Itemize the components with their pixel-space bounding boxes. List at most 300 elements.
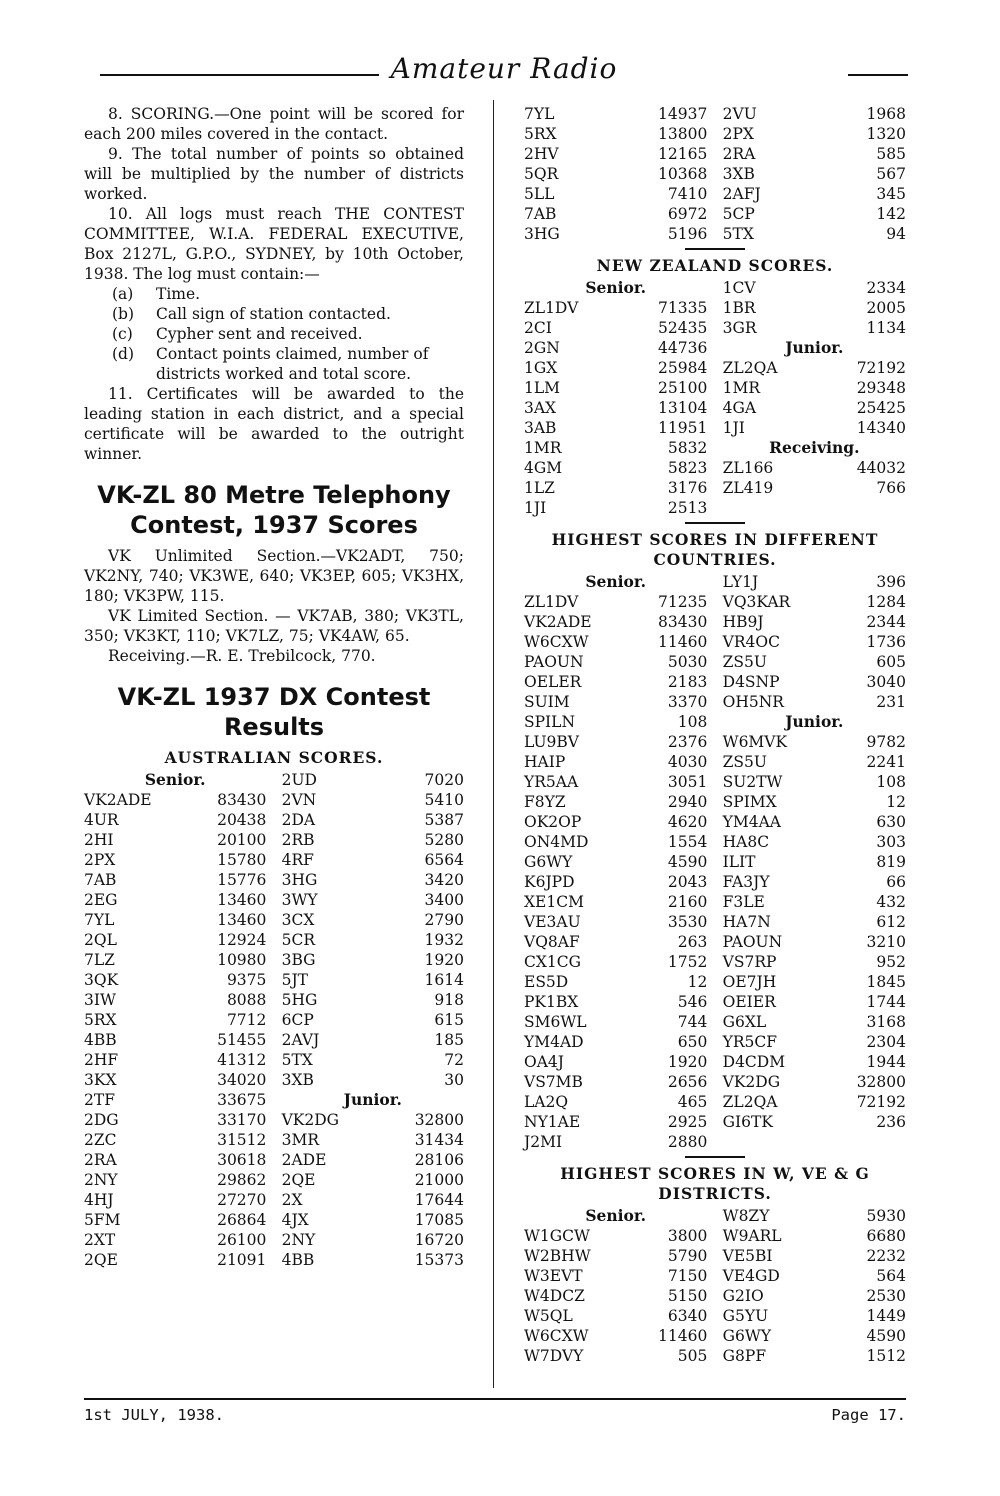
score-row [84,1010,266,1030]
call-sign: D4SNP [722,673,780,691]
call-sign: VS7RP [722,953,777,971]
score-row [282,850,464,870]
short-rule [685,1156,745,1158]
call-sign: GI6TK [722,1113,773,1131]
call-sign: 2X [281,1191,303,1209]
score-value: 11460 [658,1327,708,1345]
score-row [84,790,266,810]
score-row [524,652,707,672]
call-sign: HB9J [722,613,764,631]
call-sign: J2MI [524,1133,563,1151]
call-sign: 4GA [722,399,757,417]
telephony-heading: VK-ZL 80 Metre Telephony Contest, 1937 Scores [97,481,451,539]
score-row [524,104,707,124]
score-value: 3400 [424,891,464,909]
call-sign: 3BG [281,951,316,969]
score-value: 20438 [217,811,267,829]
score-value: 108 [677,713,708,731]
score-value: 13800 [658,125,708,143]
score-row [524,498,707,518]
rule-text: SCORING.—One point will be scored for each 200 miles covered in the contact. [84,105,464,143]
score-row [524,204,707,224]
score-row [524,792,707,812]
score-row [723,1112,906,1132]
log-item-text: Cypher sent and received. [156,325,363,343]
score-row [282,1070,464,1090]
score-value: 3051 [667,773,708,791]
call-sign: 1LM [524,379,561,397]
call-sign: W8ZY [722,1207,770,1225]
score-row [282,1130,464,1150]
score-row [282,790,464,810]
score-row [524,992,707,1012]
call-sign: G6WY [722,1327,772,1345]
score-value: 1752 [667,953,708,971]
score-value: 72 [444,1051,464,1069]
score-row [723,1012,906,1032]
call-sign: 7AB [524,205,557,223]
call-sign: 5LL [524,185,555,203]
score-value: 8088 [226,991,267,1009]
score-value: 27270 [217,1191,267,1209]
rule-11: 11. Certificates will be awarded to the leading station in each district, and a special certificate will be awarded to the outright winner. [84,385,464,463]
score-row [282,810,464,830]
call-sign: LA2Q [524,1093,569,1111]
score-row [524,932,707,952]
score-value: 17644 [414,1191,464,1209]
score-row [723,318,906,338]
score-row [524,478,707,498]
call-sign: 4JX [281,1211,309,1229]
score-row [723,104,906,124]
score-row [723,932,906,952]
score-value: 41312 [217,1051,267,1069]
score-value: 231 [876,693,906,711]
score-value: 2530 [866,1287,906,1305]
score-value: 2880 [667,1133,708,1151]
score-row [282,1030,464,1050]
score-row [282,1230,464,1250]
score-value: 108 [876,773,906,791]
score-row [282,1250,464,1270]
call-sign: ZL1DV [524,299,579,317]
score-value: 2334 [866,279,906,297]
call-sign: K6JPD [524,873,575,891]
score-row [723,592,906,612]
score-row [84,1230,266,1250]
masthead-title: Amateur Radio [100,52,908,85]
call-sign: YR5AA [524,773,579,791]
score-row [723,278,906,298]
footer-rule [84,1398,906,1400]
score-value: 4620 [667,813,708,831]
score-row [282,1190,464,1210]
call-sign: VQ8AF [524,933,580,951]
score-row [723,224,906,244]
call-sign: 5CP [722,205,755,223]
call-sign: 2ZC [84,1131,117,1149]
score-value: 5410 [424,791,464,809]
call-sign: 1MR [722,379,761,397]
rule-text: All logs must reach THE CONTEST COMMITTEE, W.I.A. FEDERAL EXECUTIVE, Box 2127L, G.P.O., SYDNEY, by 10th October, 1938. The log must contain:— [84,205,464,283]
districts-table [524,1206,906,1366]
nz-table [524,278,906,518]
log-item [84,324,464,344]
call-sign: OEIER [722,993,776,1011]
call-sign: PAOUN [722,933,783,951]
rule-number: 10. [108,205,133,223]
score-row [282,970,464,990]
score-row [524,1092,707,1112]
score-value: 263 [677,933,708,951]
score-row [524,1286,707,1306]
score-value: 2241 [866,753,906,771]
score-value: 14340 [856,419,906,437]
score-value: 918 [434,991,464,1009]
score-value: 605 [876,653,906,671]
call-sign: 3XB [722,165,755,183]
page-number: Page 17. [831,1406,906,1424]
score-value: 1134 [866,319,906,337]
score-value: 33675 [217,1091,267,1109]
call-sign: 1JI [722,419,745,437]
call-sign: 1CV [722,279,756,297]
score-row [524,338,707,358]
score-row [723,144,906,164]
score-value: 6680 [866,1227,906,1245]
score-row [524,592,707,612]
score-value: 546 [677,993,708,1011]
log-item-key: (c) [112,325,133,343]
score-row [524,1226,707,1246]
call-sign: 4GM [524,459,563,477]
call-sign: 2UD [281,771,317,789]
score-row [84,1090,266,1110]
score-row [723,1032,906,1052]
score-value: 11460 [658,633,708,651]
call-sign: 5JT [281,971,309,989]
score-row [723,298,906,318]
call-sign: 2VU [722,105,757,123]
call-sign: ZL2QA [722,1093,778,1111]
call-sign: YM4AA [722,813,781,831]
call-sign: F8YZ [524,793,566,811]
short-rule [685,522,745,524]
score-value: 31434 [414,1131,464,1149]
score-row [84,1210,266,1230]
score-row [723,892,906,912]
score-value: 15776 [217,871,267,889]
call-sign: 1MR [524,439,562,457]
call-sign: ZL419 [722,479,774,497]
call-sign: ZL2QA [722,359,778,377]
score-value: 10980 [217,951,267,969]
score-value: 5823 [667,459,708,477]
call-sign: VK2ADE [84,791,152,809]
score-value: 1845 [866,973,906,991]
right-column [524,104,906,1366]
score-row [524,1246,707,1266]
call-sign: 4RF [281,851,314,869]
call-sign: 7LZ [84,951,115,969]
nz-receiving-label: Receiving. [769,438,860,457]
score-value: 14937 [658,105,708,123]
call-sign: G8PF [722,1347,767,1365]
call-sign: 2NY [281,1231,316,1249]
call-sign: 5RX [524,125,557,143]
call-sign: 2HF [84,1051,119,1069]
call-sign: 2ADE [281,1151,327,1169]
call-sign: 3QK [84,971,119,989]
call-sign: 5HG [281,991,318,1009]
score-value: 952 [876,953,906,971]
score-row [723,358,906,378]
score-value: 615 [434,1011,464,1029]
score-value: 1320 [866,125,906,143]
call-sign: 2AVJ [281,1031,320,1049]
score-row [524,318,707,338]
call-sign: 3CX [281,911,315,929]
score-row [723,1286,906,1306]
score-row [524,732,707,752]
score-value: 9375 [226,971,267,989]
call-sign: 6CP [281,1011,314,1029]
tel-limited: VK Limited Section. — VK7AB, 380; VK3TL, 350; VK3KT, 110; VK7LZ, 75; VK4AW, 65. [84,607,464,645]
call-sign: G6WY [524,853,573,871]
call-sign: SUIM [524,693,570,711]
score-value: 32800 [856,1073,906,1091]
call-sign: ILIT [722,853,756,871]
score-value: 30618 [217,1151,267,1169]
score-value: 72192 [856,1093,906,1111]
call-sign: ON4MD [524,833,589,851]
score-value: 15780 [217,851,267,869]
score-value: 505 [677,1347,708,1365]
score-row [524,772,707,792]
score-value: 32800 [414,1111,464,1129]
score-row [84,1130,266,1150]
score-row [282,1010,464,1030]
score-row [723,1226,906,1246]
score-value: 7020 [424,771,464,789]
score-row [524,398,707,418]
call-sign: YR5CF [722,1033,778,1051]
call-sign: 3GR [722,319,757,337]
score-row [723,124,906,144]
score-value: 345 [876,185,906,203]
score-row [524,952,707,972]
score-value: 9782 [866,733,906,751]
score-value: 44736 [658,339,708,357]
score-value: 83430 [217,791,267,809]
call-sign: SPILN [524,713,576,731]
score-row [524,1346,707,1366]
rule-paragraph [84,144,464,204]
score-value: 10368 [658,165,708,183]
score-value: 2304 [866,1033,906,1051]
call-sign: VK2DG [281,1111,340,1129]
call-sign: 2CI [524,319,552,337]
score-row [84,850,266,870]
score-row [723,164,906,184]
call-sign: 2QL [84,931,117,949]
call-sign: 1BR [722,299,756,317]
score-value: 2376 [667,733,708,751]
call-sign: HAIP [524,753,566,771]
score-value: 21000 [414,1171,464,1189]
score-value: 2656 [667,1073,708,1091]
score-row [282,830,464,850]
score-row [524,612,707,632]
call-sign: VK2DG [722,1073,781,1091]
score-row [84,1070,266,1090]
score-row [84,950,266,970]
aus-continued-table [524,104,906,244]
score-value: 72192 [856,359,906,377]
score-value: 564 [876,1267,906,1285]
ct-junior-label: Junior. [785,712,844,731]
score-row [524,632,707,652]
score-row [723,572,906,592]
score-value: 1932 [424,931,464,949]
score-value: 94 [886,225,906,243]
score-row [282,930,464,950]
score-row [723,184,906,204]
score-value: 33170 [217,1111,267,1129]
score-row [524,892,707,912]
call-sign: VQ3KAR [722,593,791,611]
score-value: 12 [687,973,708,991]
score-value: 3040 [866,673,906,691]
score-value: 7712 [226,1011,267,1029]
call-sign: 7YL [84,911,115,929]
score-row [723,792,906,812]
tel-receiving: Receiving.—R. E. Trebilcock, 770. [108,647,376,665]
score-row [84,990,266,1010]
score-row [524,458,707,478]
score-value: 5832 [667,439,708,457]
score-row [723,732,906,752]
score-row [723,652,906,672]
call-sign: W3EVT [524,1267,583,1285]
score-row [723,378,906,398]
score-row [524,1012,707,1032]
call-sign: 4BB [84,1031,117,1049]
score-row [282,1170,464,1190]
score-row [524,144,707,164]
score-row [524,852,707,872]
rule-text: The total number of points so obtained will be multiplied by the number of districts worked. [84,145,464,203]
call-sign: 3XB [281,1071,314,1089]
call-sign: 1GX [524,359,558,377]
score-value: 2232 [866,1247,906,1265]
score-value: 1944 [866,1053,906,1071]
score-row [282,1050,464,1070]
call-sign: 2PX [722,125,754,143]
score-row [84,1250,266,1270]
nz-junior-label: Junior. [785,338,844,357]
call-sign: YM4AD [524,1033,584,1051]
score-value: 3800 [667,1227,708,1245]
score-row [524,184,707,204]
score-value: 142 [876,205,906,223]
score-value: 3168 [866,1013,906,1031]
score-value: 2344 [866,613,906,631]
call-sign: 4UR [84,811,119,829]
score-row [723,912,906,932]
call-sign: VE3AU [524,913,581,931]
rule-paragraph [84,104,464,144]
call-sign: W1GCW [524,1227,590,1245]
call-sign: D4CDM [722,1053,786,1071]
call-sign: SU2TW [722,773,783,791]
score-row [84,1030,266,1050]
score-value: 13460 [217,891,267,909]
score-value: 303 [876,833,906,851]
score-value: 3176 [667,479,708,497]
score-value: 1284 [866,593,906,611]
score-value: 2160 [667,893,708,911]
score-value: 4590 [667,853,708,871]
nz-heading: NEW ZEALAND SCORES. [596,256,834,275]
call-sign: ZL1DV [524,593,579,611]
score-row [84,1190,266,1210]
score-row [524,418,707,438]
call-sign: ZL166 [722,459,774,477]
call-sign: F3LE [722,893,765,911]
call-sign: 2HV [524,145,559,163]
score-row [524,378,707,398]
call-sign: PK1BX [524,993,579,1011]
score-row [524,912,707,932]
score-value: 5790 [667,1247,708,1265]
score-value: 25984 [658,359,708,377]
score-value: 5030 [667,653,708,671]
call-sign: 2HI [84,831,114,849]
call-sign: 3MR [281,1131,320,1149]
call-sign: LU9BV [524,733,579,751]
score-value: 3530 [667,913,708,931]
call-sign: 5RX [84,1011,117,1029]
score-value: 567 [876,165,906,183]
dx-heading: VK-ZL 1937 DX Contest Results [117,683,431,741]
call-sign: W9ARL [722,1227,782,1245]
call-sign: OH5NR [722,693,784,711]
call-sign: VE5BI [722,1247,773,1265]
score-row [723,852,906,872]
score-row [84,1050,266,1070]
districts-heading: HIGHEST SCORES IN W, VE & G DISTRICTS. [560,1164,870,1203]
call-sign: VR4OC [722,633,780,651]
call-sign: OELER [524,673,582,691]
call-sign: 2DA [281,811,316,829]
call-sign: 3AB [524,419,557,437]
call-sign: 5QR [524,165,559,183]
score-row [723,1246,906,1266]
rule-number: 8. [108,105,123,123]
call-sign: 3IW [84,991,116,1009]
call-sign: ES5D [524,973,569,991]
call-sign: 2VN [281,791,317,809]
call-sign: 2RA [722,145,756,163]
call-sign: W4DCZ [524,1287,585,1305]
call-sign: ZS5U [722,653,767,671]
call-sign: 7AB [84,871,117,889]
score-value: 585 [876,145,906,163]
call-sign: 2RB [281,831,315,849]
score-value: 744 [677,1013,708,1031]
score-value: 20100 [217,831,267,849]
